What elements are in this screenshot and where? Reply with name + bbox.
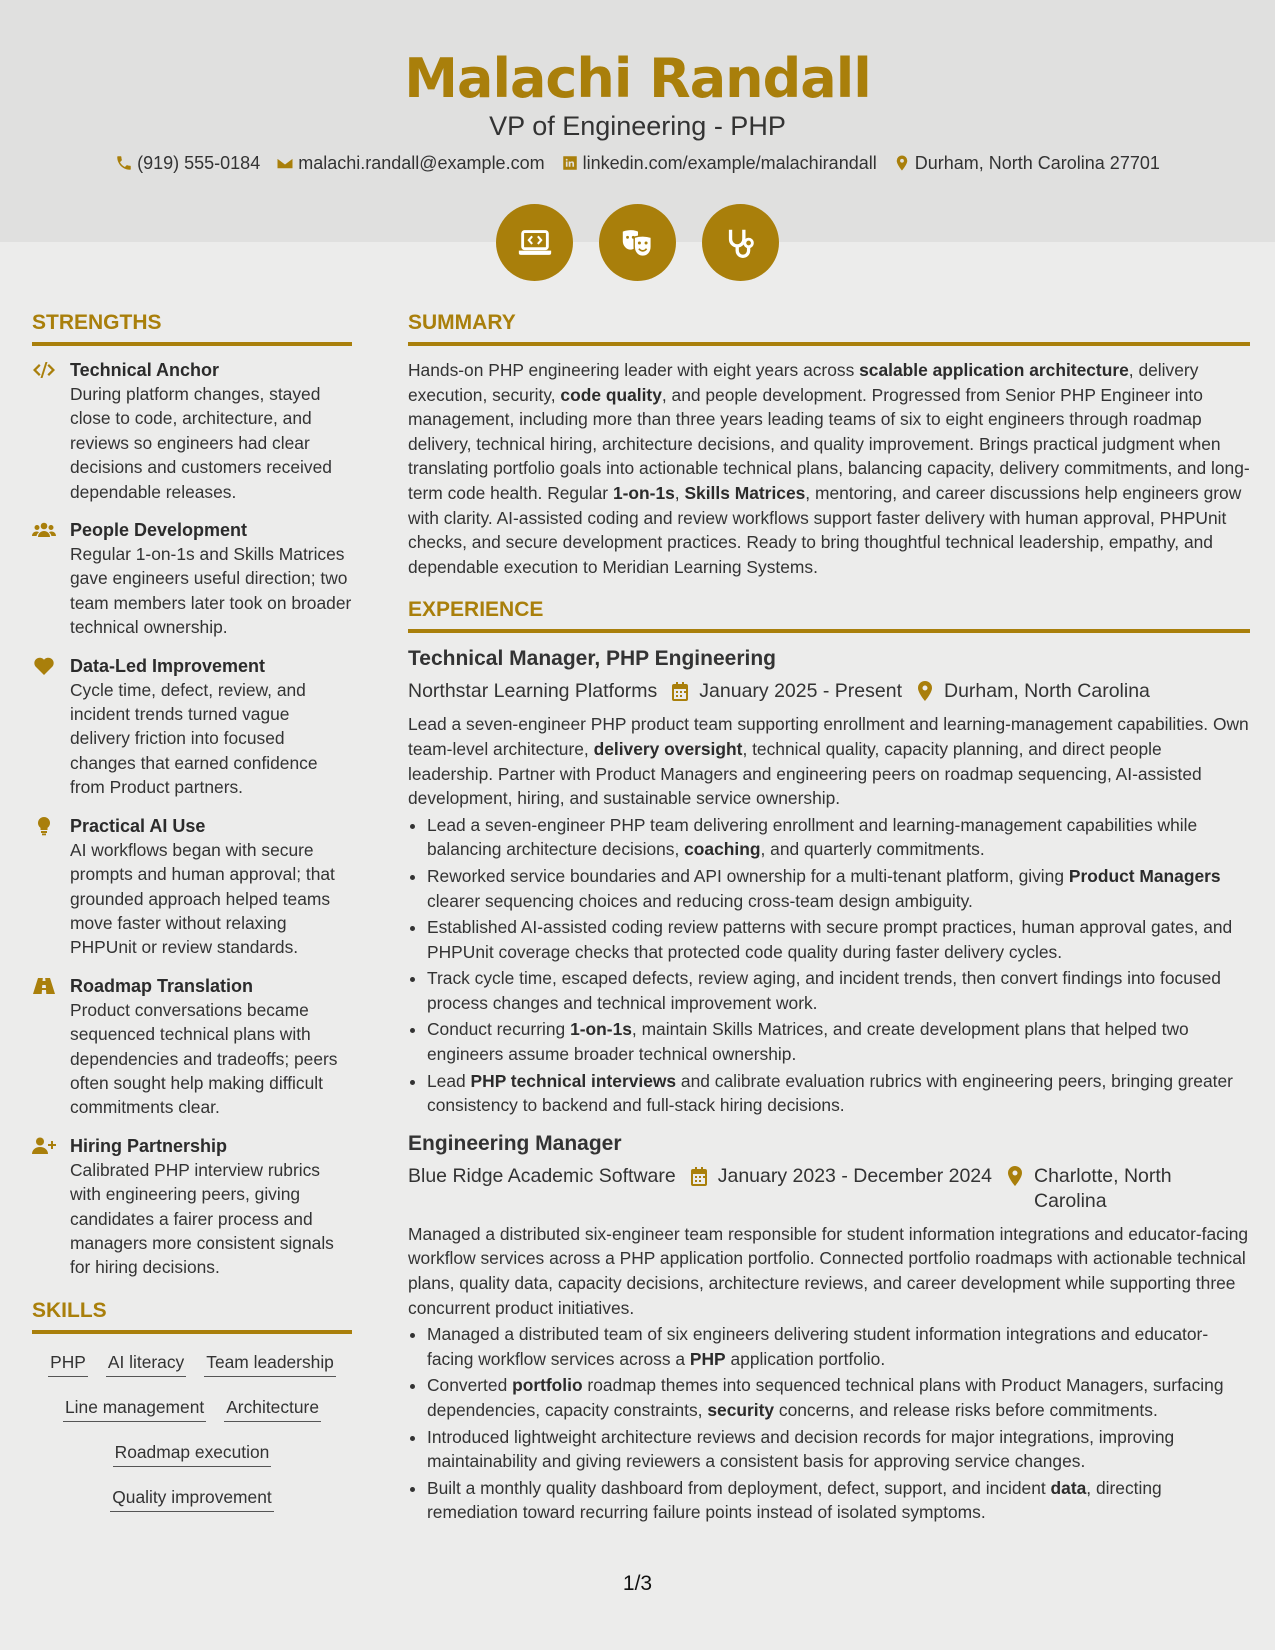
candidate-name: Malachi Randall: [404, 47, 871, 110]
emphasis-text: delivery oversight: [593, 738, 743, 759]
emphasis-text: PHP: [689, 1348, 726, 1369]
strength-title: People Development: [70, 520, 248, 541]
job-dates: January 2025 - Present: [699, 680, 902, 703]
job-location: Durham, North Carolina: [943, 680, 1150, 703]
job-title: Technical Manager, PHP Engineering: [408, 647, 776, 671]
strength-desc: Product conversations became sequenced technical plans with dependencies and tradeoffs; peers often sought help making difficult commitments clear.: [70, 999, 338, 1118]
right-column: [408, 310, 1250, 1527]
emphasis-text: scalable application architecture: [859, 360, 1129, 380]
job-meta: [408, 679, 1250, 704]
code-icon: [32, 360, 56, 380]
emphasis-text: PHP technical interviews: [470, 1070, 677, 1091]
job-intro: Lead a seven-engineer PHP product team supporting enrollment and learning-management capabilities. Own team-level architecture, delivery oversight, technical quality, capacity planning, and direct people leadership. Partner with Product Managers and engineering peers on roadmap sequencing, AI-assisted development, hiring, and sustainable service ownership.: [408, 714, 1249, 809]
summary-text: Hands-on PHP engineering leader with eight years across scalable application architecture, delivery execution, security, code quality, and people development. Progressed from Senior PHP Engineer into management, including more than three years leading teams of six to eight engineers through roadmap delivery, technical hiring, architecture decisions, and quality improvement. Brings practical judgment when translating portfolio goals into actionable technical plans, balancing capacity, delivery commitments, and long-term code health. Regular 1-on-1s, Skills Matrices, mentoring, and career discussions help engineers grow with clarity. AI-assisted coding and review workflows support faster delivery with human approval, PHPUnit checks, and secure development practices. Ready to bring thoughtful technical leadership, empathy, and dependable execution to Meridian Learning Systems.: [408, 360, 1250, 577]
experience-heading: EXPERIENCE: [408, 597, 1250, 633]
map-pin-icon: [916, 681, 934, 701]
job-bullet: • Converted portfolio roadmap themes into sequenced technical plans with Product Managers, surfacing dependencies, capacity constraints, security concerns, and release risks before commitments.: [427, 1373, 1250, 1422]
strength-title: Technical Anchor: [70, 360, 220, 380]
job-bullets: [408, 1322, 1250, 1525]
job-intro: Managed a distributed six-engineer team responsible for student information integrations and educator-facing workflow services across a PHP application portfolio. Connected portfolio roadmaps with actionable technical plans, quality data, capacity decisions, architecture reviews, and career development while supporting three concurrent product initiatives.: [408, 1223, 1249, 1318]
contact-location-text: Durham, North Carolina 27701: [914, 153, 1160, 173]
hobby-circle-masks: [599, 204, 676, 281]
strengths-heading: STRENGTHS: [32, 310, 352, 346]
left-column: [32, 310, 352, 1512]
contact-bar: [0, 151, 1275, 175]
strength-title: Hiring Partnership: [70, 1135, 228, 1156]
road-icon: [32, 976, 56, 996]
emphasis-text: Product Managers: [1068, 865, 1221, 886]
emphasis-text: 1-on-1s: [612, 482, 675, 503]
job-meta: [408, 1164, 1250, 1214]
hobby-circle-laptop: [496, 204, 573, 281]
strength-desc: Regular 1-on-1s and Skills Matrices gave engineers useful direction; two team members later took on broader technical ownership.: [70, 544, 352, 638]
job-bullets: [408, 813, 1250, 1118]
hobby-icons: [0, 204, 1275, 281]
users-icon: [32, 520, 56, 540]
emphasis-text: portfolio: [512, 1375, 583, 1396]
skill-tag: Line management: [63, 1395, 206, 1422]
laptop-code-icon: [516, 224, 554, 262]
strength-item: [32, 518, 352, 640]
strength-desc: During platform changes, stayed close to code, architecture, and reviews so engineers had clear decisions and customers received dependable releases.: [70, 384, 332, 502]
contact-linkedin[interactable]: [561, 151, 877, 175]
strength-title: Roadmap Translation: [70, 975, 254, 996]
calendar-icon: [690, 1166, 708, 1186]
heart-icon: [32, 656, 56, 676]
job-bullet: • Built a monthly quality dashboard from deployment, defect, support, and incident data, directing remediation toward recurring failure points instead of isolated symptoms.: [427, 1476, 1250, 1525]
contact-email-text: malachi.randall@example.com: [298, 153, 545, 173]
skills-list: [32, 1346, 352, 1512]
job-title: Engineering Manager: [408, 1131, 622, 1155]
job-entry: [408, 645, 1250, 1118]
job-location: Charlotte, North Carolina: [1033, 1164, 1172, 1212]
lightbulb-icon: [32, 816, 56, 836]
job-bullet: • Established AI-assisted coding review patterns with secure prompt practices, human approval gates, and PHPUnit coverage checks that protected code quality during faster delivery cycles.: [427, 915, 1250, 964]
job-bullet: • Lead PHP technical interviews and calibrate evaluation rubrics with engineering peers, bringing greater consistency to backend and full-stack hiring decisions.: [427, 1069, 1250, 1118]
job-bullet: • Reworked service boundaries and API ownership for a multi-tenant platform, giving Product Managers clearer sequencing choices and reducing cross-team design ambiguity.: [427, 864, 1250, 913]
hobby-circle-stethoscope: [702, 204, 779, 281]
skill-tag: AI literacy: [106, 1350, 186, 1377]
emphasis-text: coaching: [684, 839, 761, 860]
emphasis-text: code quality: [560, 384, 662, 405]
linkedin-icon: [561, 154, 579, 172]
job-bullet: • Conduct recurring 1-on-1s, maintain Skills Matrices, and create development plans that helped two engineers assume broader technical ownership.: [427, 1017, 1250, 1066]
user-plus-icon: [32, 1136, 56, 1156]
strength-item: [32, 814, 352, 960]
theater-masks-icon: [619, 224, 657, 262]
strength-title: Practical AI Use: [70, 815, 206, 836]
calendar-icon: [671, 681, 689, 701]
contact-email[interactable]: [276, 151, 544, 175]
skill-tag: Quality improvement: [110, 1485, 273, 1512]
strength-desc: Calibrated PHP interview rubrics with engineering peers, giving candidates a fairer process and managers more consistent signals for hiring decisions.: [70, 1159, 334, 1278]
skill-tag: Architecture: [224, 1395, 321, 1422]
job-company: Northstar Learning Platforms: [408, 680, 658, 703]
job-entry: [408, 1130, 1250, 1525]
emphasis-text: security: [707, 1400, 775, 1420]
candidate-title: VP of Engineering - PHP: [489, 111, 786, 141]
contact-phone-text: (919) 555-0184: [137, 153, 261, 173]
map-pin-icon: [1006, 1166, 1024, 1186]
skill-tag: Team leadership: [204, 1350, 336, 1377]
skill-tag: Roadmap execution: [113, 1440, 272, 1467]
strength-desc: Cycle time, defect, review, and incident trends turned vague delivery friction into focused changes that earned confidence from Product partners.: [70, 679, 318, 798]
contact-linkedin-text: linkedin.com/example/malachirandall: [582, 153, 877, 173]
strength-desc: AI workflows began with secure prompts and human approval; that grounded approach helped teams move faster without relaxing PHPUnit or review standards.: [70, 839, 335, 958]
job-bullet: • Managed a distributed team of six engineers delivering student information integrations and educator-facing workflow services across a PHP application portfolio.: [427, 1322, 1250, 1371]
strength-item: [32, 358, 352, 504]
summary-heading: SUMMARY: [408, 310, 1250, 346]
strength-item: [32, 654, 352, 800]
strength-item: [32, 974, 352, 1120]
job-bullet: • Track cycle time, escaped defects, review aging, and incident trends, then convert findings into focused process changes and technical improvement work.: [427, 966, 1250, 1015]
strength-item: [32, 1134, 352, 1280]
strength-title: Data-Led Improvement: [70, 655, 266, 676]
page-number: 1/3: [622, 1572, 653, 1595]
emphasis-text: data: [1050, 1477, 1087, 1498]
job-company: Blue Ridge Academic Software: [408, 1164, 676, 1187]
job-dates: January 2023 - December 2024: [717, 1164, 992, 1187]
job-bullet: • Lead a seven-engineer PHP team delivering enrollment and learning-management capabilities while balancing architecture decisions, coaching, and quarterly commitments.: [427, 813, 1250, 862]
stethoscope-icon: [722, 224, 760, 262]
skills-heading: SKILLS: [32, 1298, 352, 1334]
contact-phone[interactable]: [115, 151, 260, 175]
emphasis-text: Skills Matrices: [684, 482, 806, 503]
map-pin-icon: [893, 154, 911, 172]
skill-tag: PHP: [48, 1350, 88, 1377]
phone-icon: [115, 154, 133, 172]
contact-location: [893, 151, 1160, 175]
envelope-icon: [276, 154, 294, 172]
emphasis-text: 1-on-1s: [570, 1019, 632, 1040]
job-bullet: • Introduced lightweight architecture reviews and decision records for major integrations, improving maintainability and giving reviewers a consistent basis for approving service changes.: [427, 1425, 1250, 1474]
